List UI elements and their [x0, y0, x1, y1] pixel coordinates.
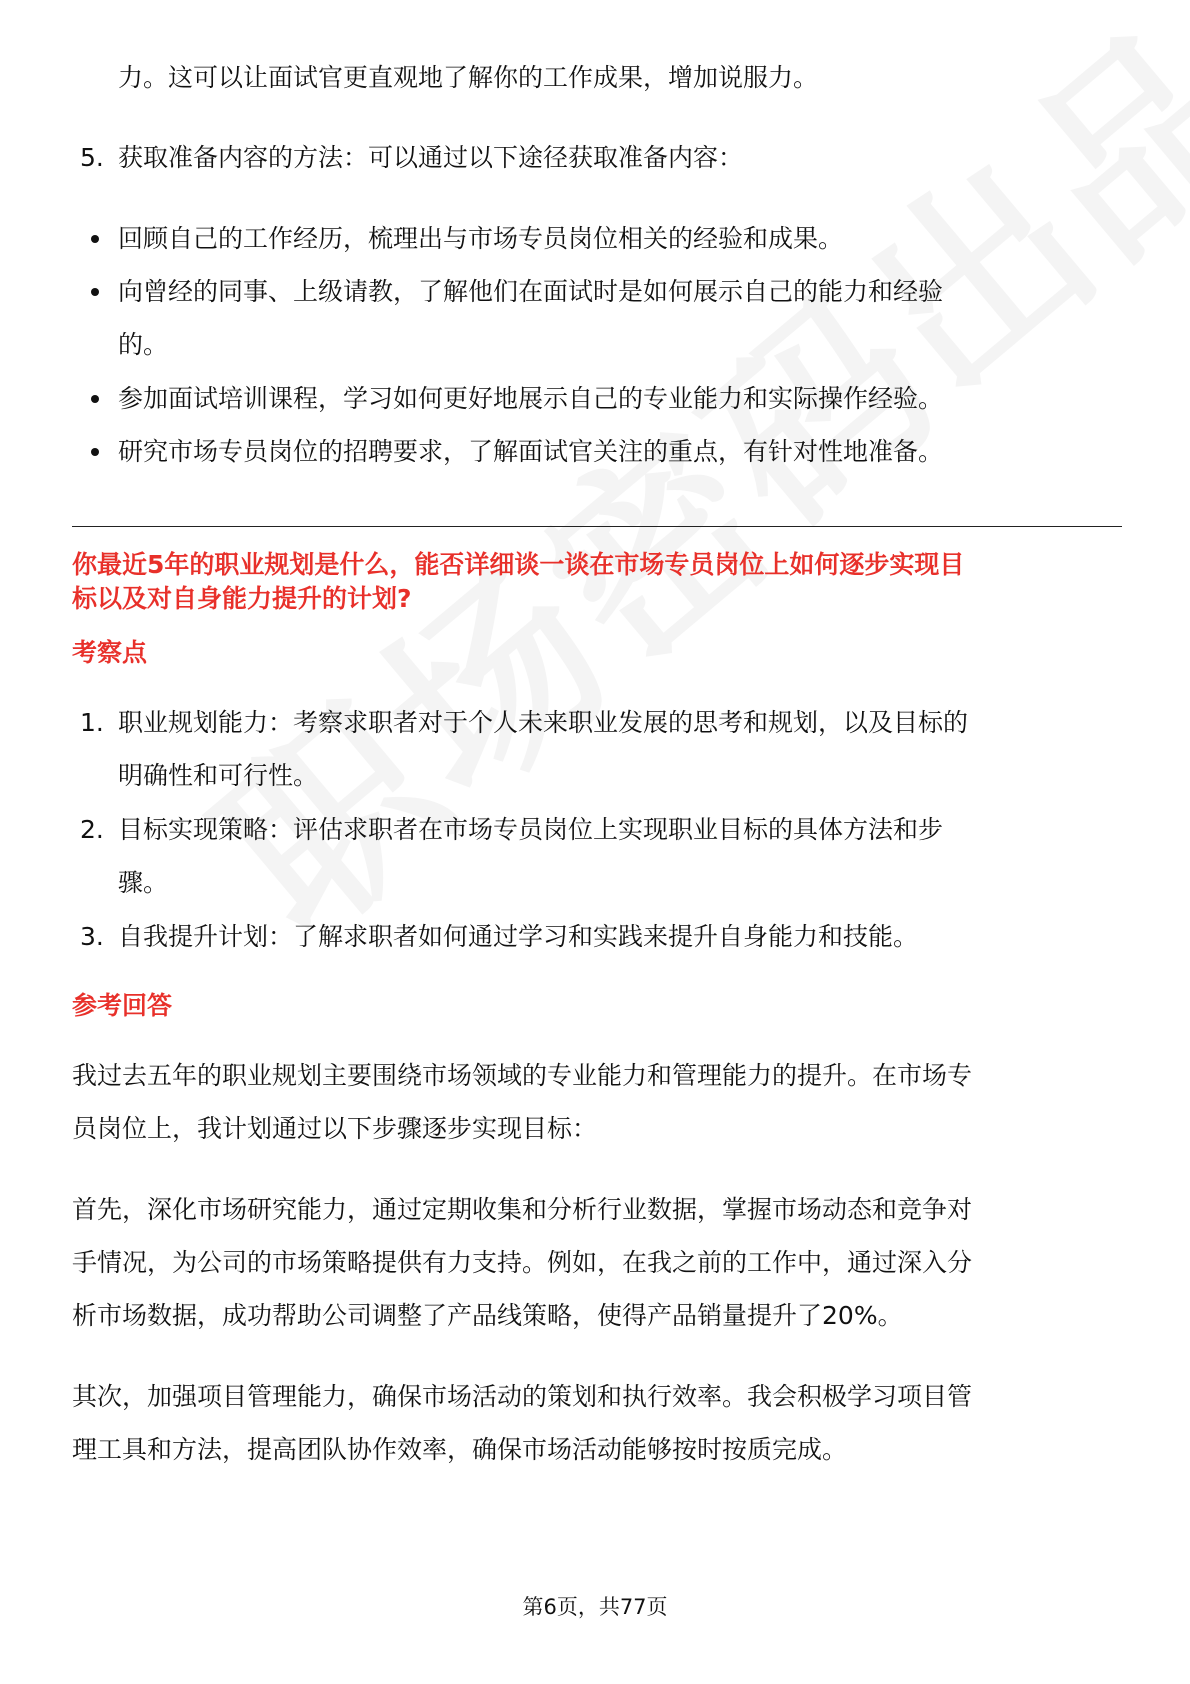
bullet-dot — [91, 235, 99, 243]
bullet-item-text: 回顾自己的工作经历，梳理出与市场专员岗位相关的经验和成果。 — [118, 224, 844, 253]
list-item-text: 明确性和可行性。 — [118, 761, 319, 790]
paragraph-line: 手情况，为公司的市场策略提供有力支持。例如，在我之前的工作中，通过深入分 — [72, 1248, 973, 1277]
section-heading-examination: 考察点 — [72, 638, 148, 667]
section-heading-reference: 参考回答 — [72, 991, 173, 1020]
question-title: 你最近5年的职业规划是什么，能否详细谈一谈在市场专员岗位上如何逐步实现目 — [72, 550, 965, 579]
paragraph-line: 理工具和方法，提高团队协作效率，确保市场活动能够按时按质完成。 — [72, 1435, 848, 1464]
bullet-dot — [91, 288, 99, 296]
continuation-text: 力。这可以让面试官更直观地了解你的工作成果，增加说服力。 — [118, 63, 819, 92]
list-item-text: 目标实现策略：评估求职者在市场专员岗位上实现职业目标的具体方法和步 — [118, 815, 944, 844]
list-item-text: 骤。 — [118, 868, 169, 897]
bullet-item-text: 研究市场专员岗位的招聘要求，了解面试官关注的重点，有针对性地准备。 — [118, 437, 944, 466]
bullet-item-text: 参加面试培训课程，学习如何更好地展示自己的专业能力和实际操作经验。 — [118, 384, 944, 413]
paragraph-line: 析市场数据，成功帮助公司调整了产品线策略，使得产品销量提升了20%。 — [72, 1301, 903, 1330]
bullet-dot — [91, 395, 99, 403]
list-number: 5. — [80, 143, 104, 172]
list-item-text: 职业规划能力：考察求职者对于个人未来职业发展的思考和规划，以及目标的 — [118, 708, 969, 737]
section-divider — [72, 526, 1122, 527]
paragraph-line: 我过去五年的职业规划主要围绕市场领域的专业能力和管理能力的提升。在市场专 — [72, 1061, 973, 1090]
list-number: 1. — [80, 708, 104, 737]
list-item-text: 自我提升计划：了解求职者如何通过学习和实践来提升自身能力和技能。 — [118, 922, 919, 951]
bullet-item-text: 向曾经的同事、上级请教，了解他们在面试时是如何展示自己的能力和经验 — [118, 277, 944, 306]
question-title: 标以及对自身能力提升的计划? — [72, 584, 412, 613]
bullet-dot — [91, 448, 99, 456]
paragraph-line: 员岗位上，我计划通过以下步骤逐步实现目标： — [72, 1114, 598, 1143]
list-number: 3. — [80, 922, 104, 951]
page-footer: 第6页，共77页 — [522, 1595, 668, 1619]
paragraph-line: 其次，加强项目管理能力，确保市场活动的策划和执行效率。我会积极学习项目管 — [72, 1382, 973, 1411]
paragraph-line: 首先，深化市场研究能力，通过定期收集和分析行业数据，掌握市场动态和竞争对 — [72, 1195, 973, 1224]
list-number: 2. — [80, 815, 104, 844]
bullet-item-text: 的。 — [118, 330, 169, 359]
list-item-text: 获取准备内容的方法：可以通过以下途径获取准备内容： — [118, 143, 744, 172]
